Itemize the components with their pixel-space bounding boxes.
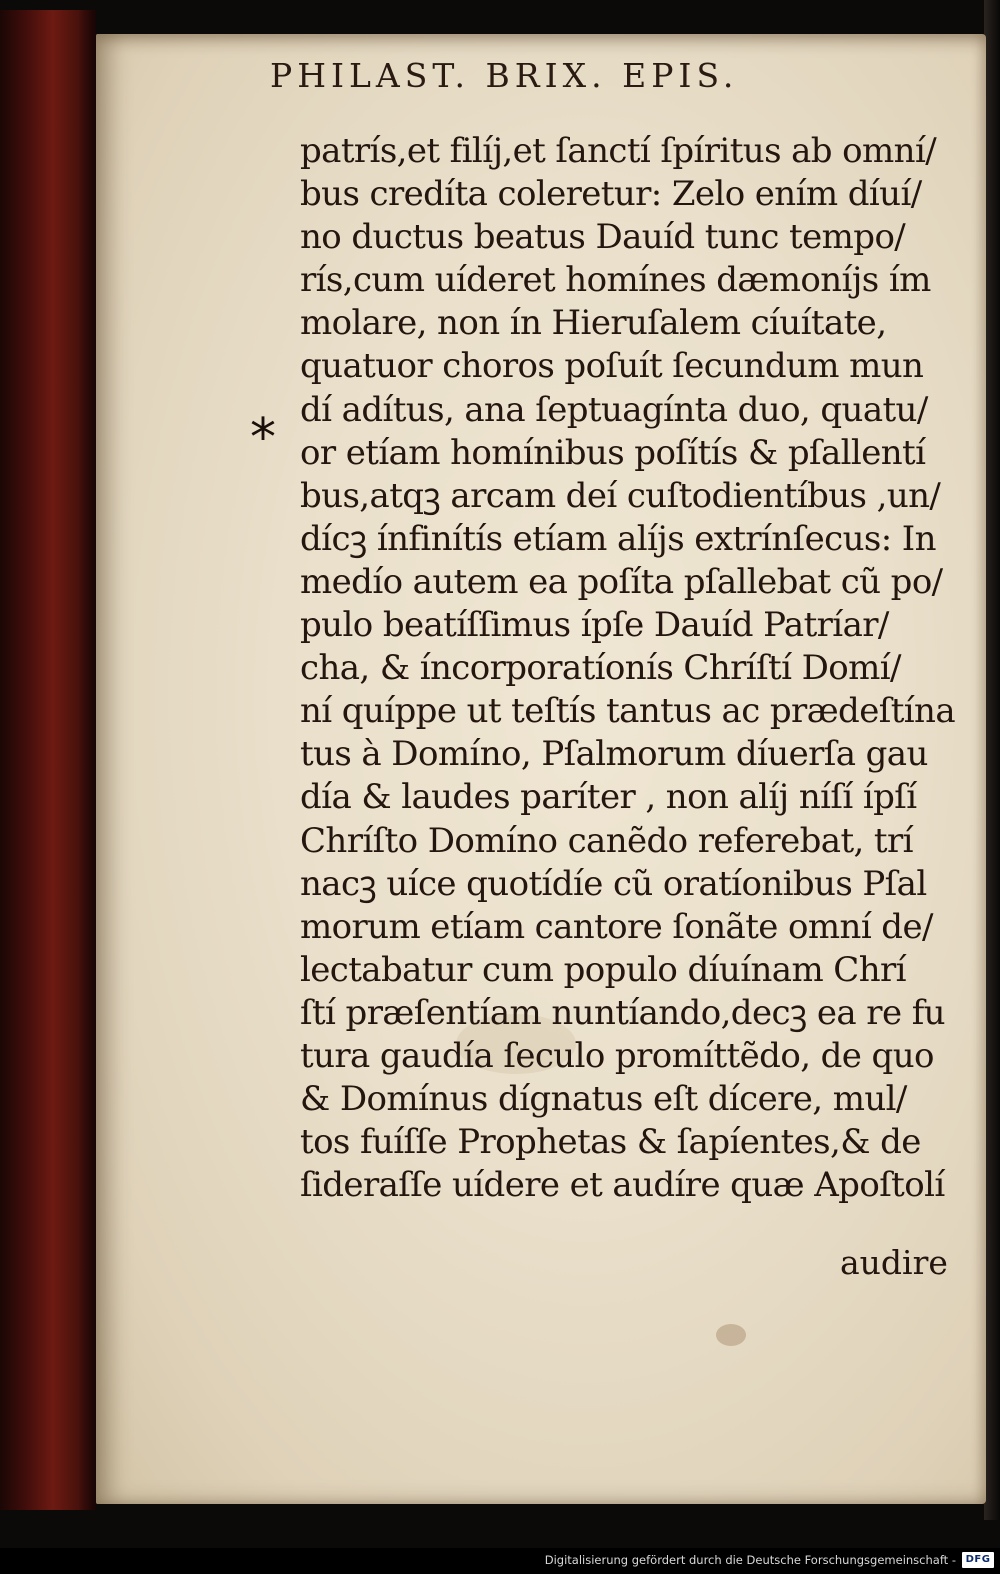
text-line: rís,cum uíderet homínes dæmoníjs ím [300,260,931,301]
book-binding-edge [0,10,96,1510]
text-line: morum etíam cantore ſonãte omní de/ [300,906,933,947]
text-line: ſideraſſe uídere et audíre quæ Apoſtolí [300,1165,945,1206]
footer-bar [0,1548,1000,1574]
text-line: no ductus beatus Dauíd tunc tempo/ [300,217,906,258]
paper-stain [716,1324,746,1346]
text-line: & Domínus dígnatus eſt dícere, mul/ [300,1079,907,1120]
dfg-logo-icon: DFG [962,1552,994,1568]
text-line: bus credíta coleretur: Zelo ením díuí/ [300,174,922,215]
text-line: patrís,et filíj,et ſanctí ſpíritus ab omní/ [300,131,937,171]
text-line: quatuor choros poſuít ſecundum mun [300,346,924,387]
text-line: ſtí præſentíam nuntíando,decꝫ ea re fu [300,992,945,1033]
text-line: tos fuíſſe Prophetas & ſapíentes,& de [300,1122,921,1163]
text-line: cha, & íncorporatíonís Chríſtí Domí/ [300,648,901,689]
text-line: or etíam homínibus poſítís & pſallentí [300,432,926,473]
text-line: nacꝫ uíce quotídíe cũ oratíonibus Pſal [300,863,927,904]
text-line: bus,atqꝫ arcam deí cuſtodientíbus ,un/ [300,475,941,516]
page-right-edge [984,0,1000,1520]
marginal-asterisk: * [250,408,276,468]
text-line: Chríſto Domíno canẽdo referebat, trí [300,820,913,861]
running-head: PHILAST. BRIX. EPIS. [270,56,739,95]
text-line: tus à Domíno, Pſalmorum díuerſa gau [300,734,928,775]
text-line: pulo beatíſſimus ípſe Dauíd Patríar/ [300,605,889,646]
catchword: audire [840,1243,948,1282]
text-line: ní quíppe ut teſtís tantus ac prædeſtína [300,691,956,732]
text-line: tura gaudía ſeculo promíttẽdo, de quo [300,1035,934,1076]
text-line: dí adítus, ana ſeptuagínta duo, quatu/ [300,389,928,430]
text-line: día & laudes paríter , non alíj níſí ípſí [300,777,917,818]
text-line: molare, non ín Hieruſalem cíuítate, [300,303,887,344]
text-line: medío autem ea poſíta pſallebat cũ po/ [300,561,943,602]
funding-credit: Digitalisierung gefördert durch die Deutsche Forschungsgemeinschaft - [544,1553,956,1567]
text-line: lectabatur cum populo díuínam Chrí [300,949,906,990]
text-line: dícꝫ ínfinítís etíam alíjs extrínſecus: In [300,518,936,559]
body-text [300,130,960,1207]
